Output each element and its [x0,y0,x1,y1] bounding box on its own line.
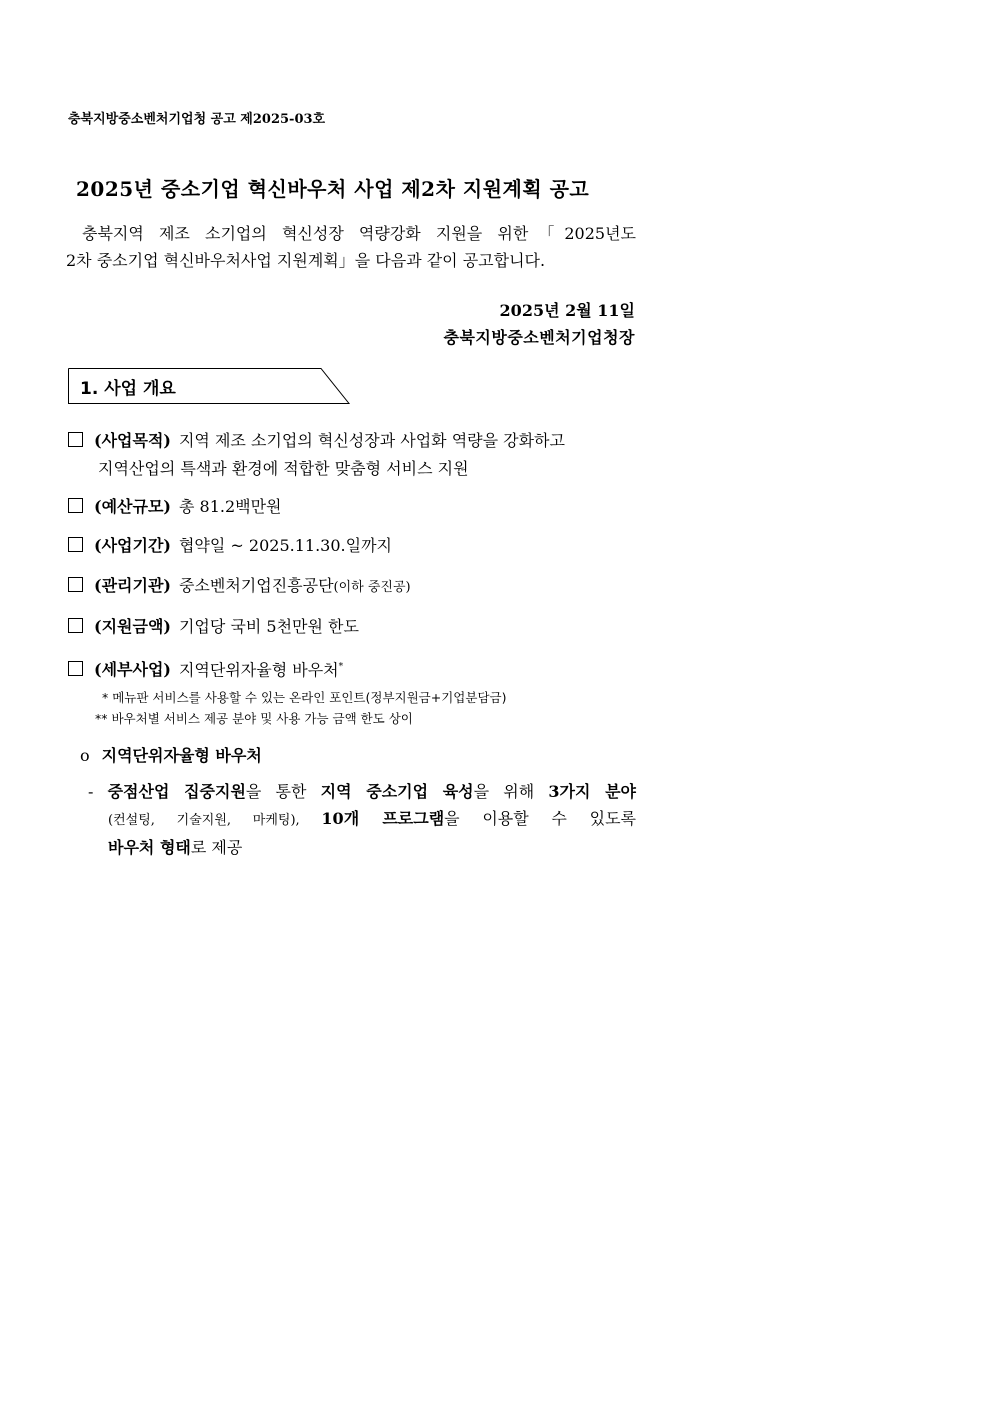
small-phrase: (컨설팅, 기술지원, 마케팅), [108,813,322,828]
item-value-line-2: 지역산업의 특색과 환경에 적합한 맞춤형 서비스 지원 [98,459,469,478]
overview-item-subprogram [68,653,343,684]
checkbox-square-icon [68,577,83,592]
bold-phrase: 10개 프로그램 [321,809,445,828]
item-value: 총 81.2백만원 [178,497,282,516]
sub-section-heading [80,743,262,766]
checkbox-square-icon [68,432,83,447]
sub-section-title: 지역단위자율형 바우처 [101,746,262,765]
text-phrase: 을 통한 [245,782,321,801]
intro-paragraph [66,220,636,274]
item-value: 협약일 ~ 2025.11.30.일까지 [178,536,392,555]
issuer-organization: 충북지방중소벤처기업청장 [443,328,635,347]
dash: - [88,782,108,801]
overview-item-period [68,532,392,560]
document-title: 2025년 중소기업 혁신바우처 사업 제2차 지원계획 공고 [76,177,590,201]
description-line-1 [88,778,636,805]
text-phrase: 을 위해 [473,782,549,801]
footnote-2: ** 바우처별 서비스 제공 분야 및 사용 가능 금액 한도 상이 [95,711,413,726]
item-note: (이하 중진공) [333,580,411,595]
item-key: (관리기관) [94,576,171,595]
footnote-mark: * [338,662,344,672]
section-title: 1. 사업 개요 [80,379,176,399]
item-value: 기업당 국비 5천만원 한도 [178,617,359,636]
overview-item-amount [68,613,359,641]
item-value: 지역단위자율형 바우처 [178,660,339,680]
text-phrase: 을 이용할 수 있도록 [444,809,636,828]
description-line-3 [88,834,636,861]
bold-phrase: 3가지 분야 [548,782,636,801]
item-value: 중소벤처기업진흥공단 [178,576,334,595]
text-phrase: 로 제공 [190,838,243,857]
item-key: (예산규모) [94,497,171,516]
checkbox-square-icon [68,498,83,513]
overview-item-agency [68,572,411,602]
sub-section-description [88,778,636,861]
intro-line-1: 충북지역 제조 소기업의 혁신성장 역량강화 지원을 위한「2025년도 [82,224,636,243]
checkbox-square-icon [68,661,83,676]
overview-item-budget [68,493,282,521]
bold-phrase: 지역 중소기업 육성 [320,782,474,801]
item-key: (세부사업) [94,660,171,680]
bold-phrase: 중점산업 집중지원 [107,782,246,801]
description-line-2 [88,805,636,834]
bold-phrase: 바우처 형태 [108,838,191,857]
overview-item-purpose [68,427,565,483]
section-heading-box [68,368,350,404]
checkbox-square-icon [68,618,83,633]
footnote-1: * 메뉴판 서비스를 사용할 수 있는 온라인 포인트(정부지원금+기업분담금) [102,690,507,705]
intro-line-2: 2차 중소기업 혁신바우처사업 지원계획」을 다음과 같이 공고합니다. [66,251,546,270]
item-key: (사업목적) [94,431,171,450]
item-key: (지원금액) [94,617,171,636]
checkbox-square-icon [68,537,83,552]
notice-date: 2025년 2월 11일 [499,301,635,320]
item-key: (사업기간) [94,536,171,555]
notice-number: 충북지방중소벤처기업청 공고 제2025-03호 [68,112,326,127]
item-value-line-1: 지역 제조 소기업의 혁신성장과 사업화 역량을 강화하고 [178,431,565,450]
bullet-icon: o [80,746,90,765]
